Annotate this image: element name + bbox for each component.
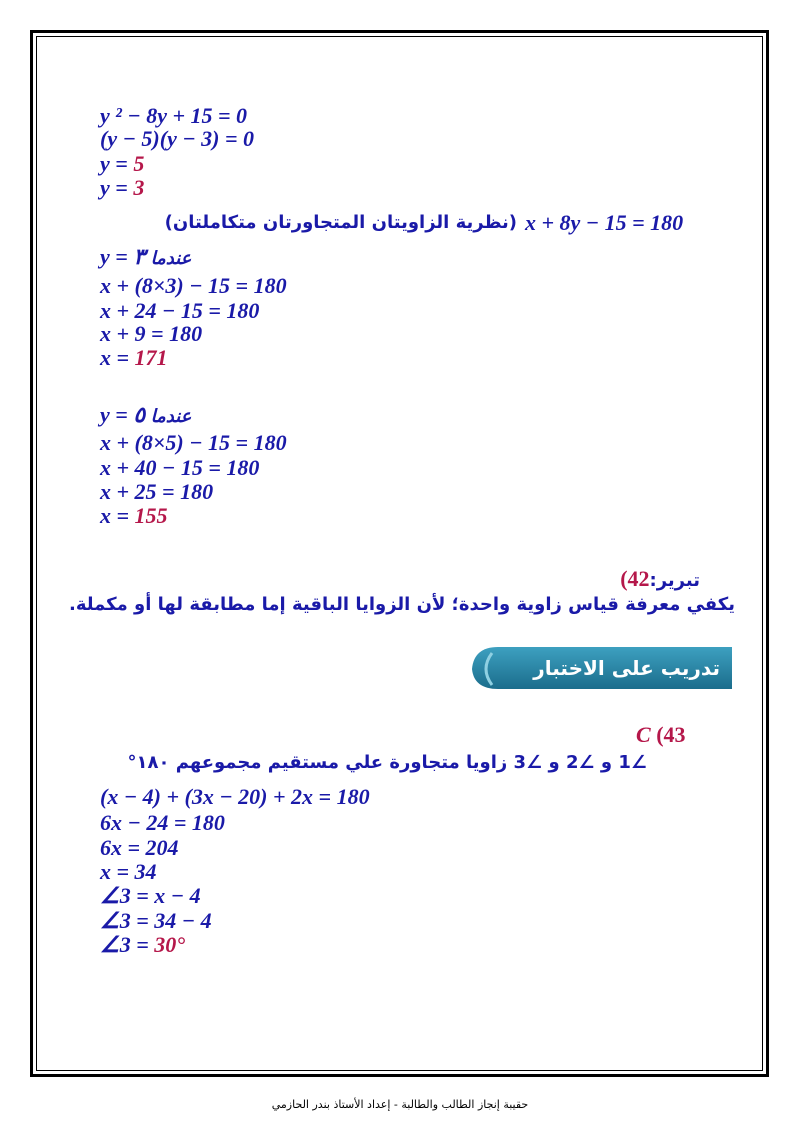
banner-title: تدريب على الاختبار المعياري (533, 656, 720, 726)
case1-line-1: x + (8×3) − 15 = 180 (100, 273, 287, 298)
q43-answer: C (43 (636, 722, 686, 747)
theorem-equation: x + 8y − 15 = 180 (525, 210, 684, 235)
q43-line-1: (x − 4) + (3x − 20) + 2x = 180 (100, 784, 370, 809)
case1-result: x = 171 (100, 345, 168, 370)
q43-statement: ∠1 و ∠2 و ∠3 زاويا متجاورة علي مستقيم مجموعهم ١٨٠° (127, 752, 647, 773)
q43-result: ∠3 = 30° (100, 932, 186, 957)
q43-line-2: 6x − 24 = 180 (100, 810, 225, 835)
theorem-note: (نظرية الزاويتان المتجاورتان متكاملتان) (164, 212, 517, 233)
q43-line-3: 6x = 204 (100, 835, 179, 860)
y-solution-2: y = 3 (100, 175, 145, 200)
case2-line-3: x + 25 = 180 (100, 479, 214, 504)
case2-line-2: x + 40 − 15 = 180 (100, 455, 260, 480)
y-solution-1: y = 5 (100, 151, 145, 176)
q43-line-4: x = 34 (100, 859, 157, 884)
q43-line-6: ∠3 = 34 − 4 (100, 908, 212, 933)
q42-text: يكفي معرفة قياس زاوية واحدة؛ لأن الزوايا الباقية إما مطابقة لها أو مكملة. (68, 594, 735, 615)
quad-line-2: (y − 5)(y − 3) = 0 (100, 126, 255, 151)
q43-line-5: ∠3 = x − 4 (100, 883, 201, 908)
case2-condition: y = ٥ عندما (100, 402, 192, 427)
case2-line-1: x + (8×5) − 15 = 180 (100, 430, 287, 455)
case1-condition: y = ٣ عندما (100, 244, 192, 269)
quad-line-1: y ² − 8y + 15 = 0 (100, 103, 248, 128)
q42-heading: تبرير:42) (620, 566, 700, 591)
case1-line-2: x + 24 − 15 = 180 (100, 298, 260, 323)
case1-line-3: x + 9 = 180 (100, 321, 203, 346)
case2-result: x = 155 (100, 503, 168, 528)
page-footer: حقيبة إنجاز الطالب والطالبة - إعداد الأستاذ بندر الحازمي (271, 1098, 529, 1111)
